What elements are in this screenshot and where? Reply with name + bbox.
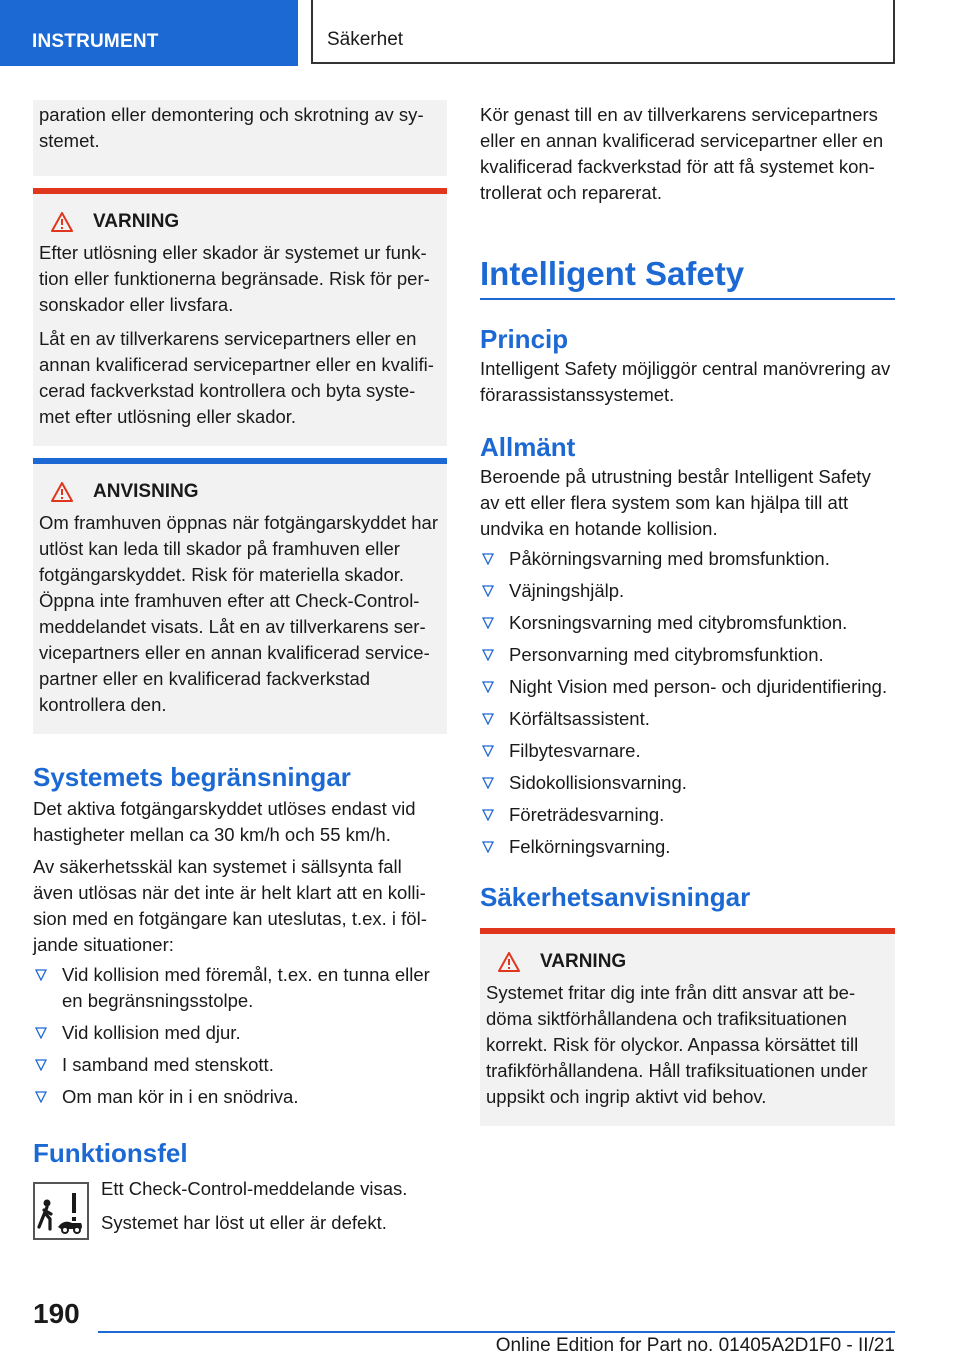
notice-text: Om framhuven öppnas när fotgängarskyddet har utlöst kan leda till skador på framhuven eller fotgängarskyddet. Risk för materiella skador. Öppna inte framhuven efter att Check-Control-meddelandet visats. Låt en av tillverkarens servicepartners eller en annan kvalificerad servicepartner eller en kvalificerad fackverkstad kontrollera den. — [39, 512, 439, 715]
list-item: Påkörningsvarning med bromsfunktion. — [480, 546, 895, 572]
list-item: Körfältsassistent. — [480, 706, 895, 732]
page-number: 190 — [33, 1298, 80, 1329]
warning-text-1: Efter utlösning eller skador är systemet ur funktion eller funktionerna begränsade. Risk för personskador eller livsfara. — [39, 242, 430, 315]
warning-triangle-icon — [51, 212, 73, 232]
warning-text: Systemet fritar dig inte från ditt ansvar att bedöma siktförhållandena och trafiksituationen korrekt. Risk för olyckor. Anpassa körsättet till trafikförhållandena. Håll trafiksituationen under uppsikt och ingrip aktivt vid behov. — [486, 982, 868, 1107]
fault-row — [33, 1176, 447, 1240]
general-list — [480, 546, 895, 860]
list-item: Vid kollision med djur. — [33, 1020, 447, 1046]
warning-box — [33, 188, 447, 446]
warning-heading — [51, 208, 439, 236]
list-triangle-icon — [482, 745, 494, 757]
warning-title: VARNING — [540, 951, 627, 972]
section-tab: INSTRUMENT — [0, 0, 298, 66]
left-column — [33, 100, 447, 1240]
section-title: Intelligent Safety — [480, 254, 895, 300]
list-item: Personvarning med citybromsfunktion. — [480, 642, 895, 668]
chapter-title: Säkerhet — [311, 0, 895, 64]
list-triangle-icon — [482, 585, 494, 597]
list-triangle-icon — [482, 617, 494, 629]
safety-heading: Säkerhetsanvisningar — [480, 882, 751, 912]
principle-heading: Princip — [480, 324, 569, 354]
general-heading: Allmänt — [480, 432, 576, 462]
intro-box — [33, 100, 447, 176]
list-item: Om man kör in i en snödriva. — [33, 1084, 447, 1110]
list-triangle-icon — [482, 809, 494, 821]
list-triangle-icon — [482, 681, 494, 693]
safety-warning-box — [480, 928, 895, 1126]
footer-rule — [98, 1331, 895, 1333]
list-item: Felkörningsvarning. — [480, 834, 895, 860]
list-triangle-icon — [35, 1027, 47, 1039]
fault-text-2: Systemet har löst ut eller är defekt. — [101, 1212, 387, 1233]
warning-title: VARNING — [93, 211, 180, 232]
warning-triangle-icon — [51, 482, 73, 502]
list-item: Filbytesvarnare. — [480, 738, 895, 764]
list-triangle-icon — [482, 553, 494, 565]
list-item: Väjningshjälp. — [480, 578, 895, 604]
notice-title: ANVISNING — [93, 481, 199, 502]
pedestrian-protection-icon — [33, 1182, 89, 1240]
notice-box — [33, 458, 447, 734]
warning-triangle-icon — [498, 952, 520, 972]
notice-heading — [51, 478, 439, 506]
limits-text-2: Av säkerhetsskäl kan systemet i sällsynta fall även utlösas när det inte är helt klart att en kollision med en fotgängare kan uteslutas, t.ex. i följande situationer: — [33, 856, 427, 955]
fault-heading: Funktionsfel — [33, 1138, 188, 1168]
intro-text: Kör genast till en av tillverkarens servicepartners eller en annan kvalificerad servicepartner eller en kvalificerad fackverkstad för att få systemet kontrollerat och reparerat. — [480, 104, 884, 203]
list-item: Korsningsvarning med citybromsfunktion. — [480, 610, 895, 636]
intro-box-text: paration eller demontering och skrotning av systemet. — [39, 104, 424, 151]
list-triangle-icon — [482, 841, 494, 853]
list-triangle-icon — [35, 1059, 47, 1071]
warning-heading — [498, 948, 887, 976]
edition-note: Online Edition for Part no. 01405A2D1F0 - II/21 — [495, 1335, 895, 1356]
general-text: Beroende på utrustning består Intelligent Safety av ett eller flera system som kan hjälpa till att undvika en hotande kollision. — [480, 466, 871, 539]
list-triangle-icon — [35, 969, 47, 981]
limits-list — [33, 962, 447, 1110]
principle-text: Intelligent Safety möjliggör central manövrering av förarassistanssystemet. — [480, 358, 891, 405]
right-column — [480, 100, 895, 1126]
list-item: Sidokollisionsvarning. — [480, 770, 895, 796]
list-triangle-icon — [482, 777, 494, 789]
list-item: Night Vision med person- och djuridentifiering. — [480, 674, 895, 700]
fault-text-1: Ett Check-Control-meddelande visas. — [101, 1178, 408, 1199]
warning-text-2: Låt en av tillverkarens servicepartners eller en annan kvalificerad servicepartner eller en kvalificerad fackverkstad kontrollera och byta systemet efter utlösning eller skador. — [39, 328, 434, 427]
limits-heading: Systemets begränsningar — [33, 762, 351, 792]
list-item: Företrädesvarning. — [480, 802, 895, 828]
list-item: I samband med stenskott. — [33, 1052, 447, 1078]
list-triangle-icon — [482, 713, 494, 725]
list-triangle-icon — [482, 649, 494, 661]
limits-text-1: Det aktiva fotgängarskyddet utlöses endast vid hastigheter mellan ca 30 km/h och 55 km/h. — [33, 798, 416, 845]
list-item: Vid kollision med föremål, t.ex. en tunna eller en begränsningsstolpe. — [33, 962, 447, 1014]
list-triangle-icon — [35, 1091, 47, 1103]
